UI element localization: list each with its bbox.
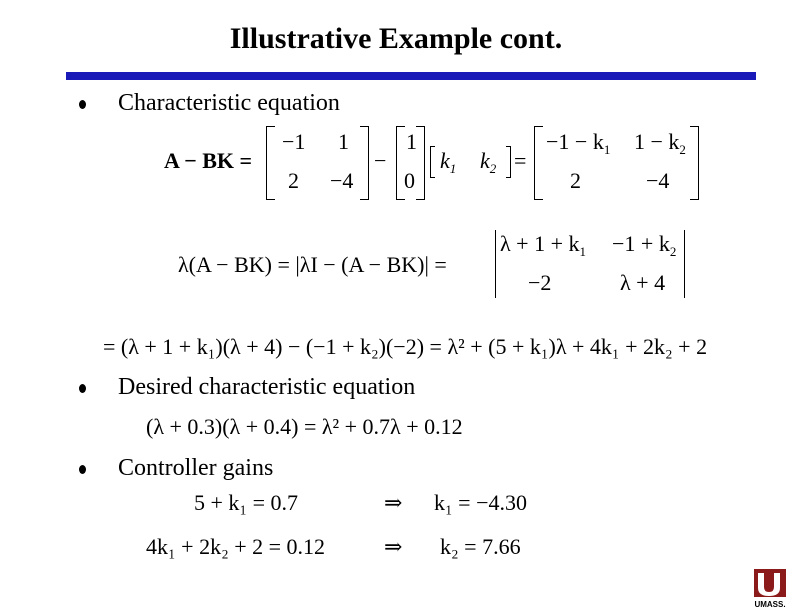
- m3-left-bracket: [534, 126, 543, 200]
- m2-cell: 1: [406, 129, 417, 154]
- eq1-lhs: A − BK =: [164, 148, 253, 173]
- gain-rhs: k₁ = −4.30: [434, 490, 527, 515]
- k-cell: $k_2$: [480, 148, 497, 176]
- det-right-bar: [684, 230, 685, 298]
- m1-cell: −1: [282, 129, 306, 154]
- gain-lhs: 5 + k₁ = 0.7: [194, 490, 298, 515]
- equation-desired: (λ + 0.3)(λ + 0.4) = λ² + 0.7λ + 0.12: [146, 414, 463, 439]
- bullet-desired: Desired characteristic equation: [118, 374, 416, 400]
- det-cell: $-1 + k_2$: [612, 231, 677, 259]
- m2-cell: 0: [404, 168, 415, 193]
- m1-cell: −4: [330, 168, 354, 193]
- bullet-characteristic: Characteristic equation: [118, 90, 340, 116]
- k-left-bracket: [430, 146, 435, 178]
- det-left-bar: [495, 230, 496, 298]
- page-title: Illustrative Example cont.: [229, 22, 563, 55]
- bullet-dot: [79, 465, 86, 474]
- m3-cell: $1 - k_2$: [634, 129, 686, 157]
- m1-left-bracket: [266, 126, 275, 200]
- m3-right-bracket: [690, 126, 699, 200]
- det-cell: −2: [528, 270, 552, 295]
- m3-cell: $-1 - k_1$: [546, 129, 611, 157]
- m1-right-bracket: [360, 126, 369, 200]
- title-underline: [66, 72, 756, 80]
- equation-expansion: = (λ + 1 + k₁)(λ + 4) − (−1 + k₂)(−2) = λ² + (5 + k₁)λ + 4k₁ + 2k₂ + 2: [103, 334, 708, 359]
- m1-cell: 1: [338, 129, 349, 154]
- eq1-minus: −: [374, 148, 387, 173]
- bullet-dot: [79, 384, 86, 393]
- gain-lhs: 4k₁ + 2k₂ + 2 = 0.12: [146, 534, 326, 559]
- eq2-lhs: λ(A − BK) = |λI − (A − BK)| =: [178, 252, 447, 277]
- bullet-gains: Controller gains: [118, 455, 274, 481]
- det-cell: λ + 4: [620, 270, 666, 295]
- umass-logo: [752, 567, 788, 609]
- m2-right-bracket: [416, 126, 425, 200]
- gain-rhs: k₂ = 7.66: [440, 534, 521, 559]
- det-cell: $\lambda + 1 + k_1$: [500, 231, 586, 259]
- logo-text: UMASS.: [754, 600, 786, 609]
- k-cell: $k_1$: [440, 148, 457, 176]
- implies-arrow: ⇒: [384, 534, 403, 559]
- k-right-bracket: [506, 146, 511, 178]
- bullet-dot: [79, 100, 86, 109]
- m1-cell: 2: [288, 168, 299, 193]
- implies-arrow: ⇒: [384, 490, 403, 515]
- m3-cell: −4: [646, 168, 670, 193]
- eq1-equals: =: [514, 148, 527, 173]
- m3-cell: 2: [570, 168, 581, 193]
